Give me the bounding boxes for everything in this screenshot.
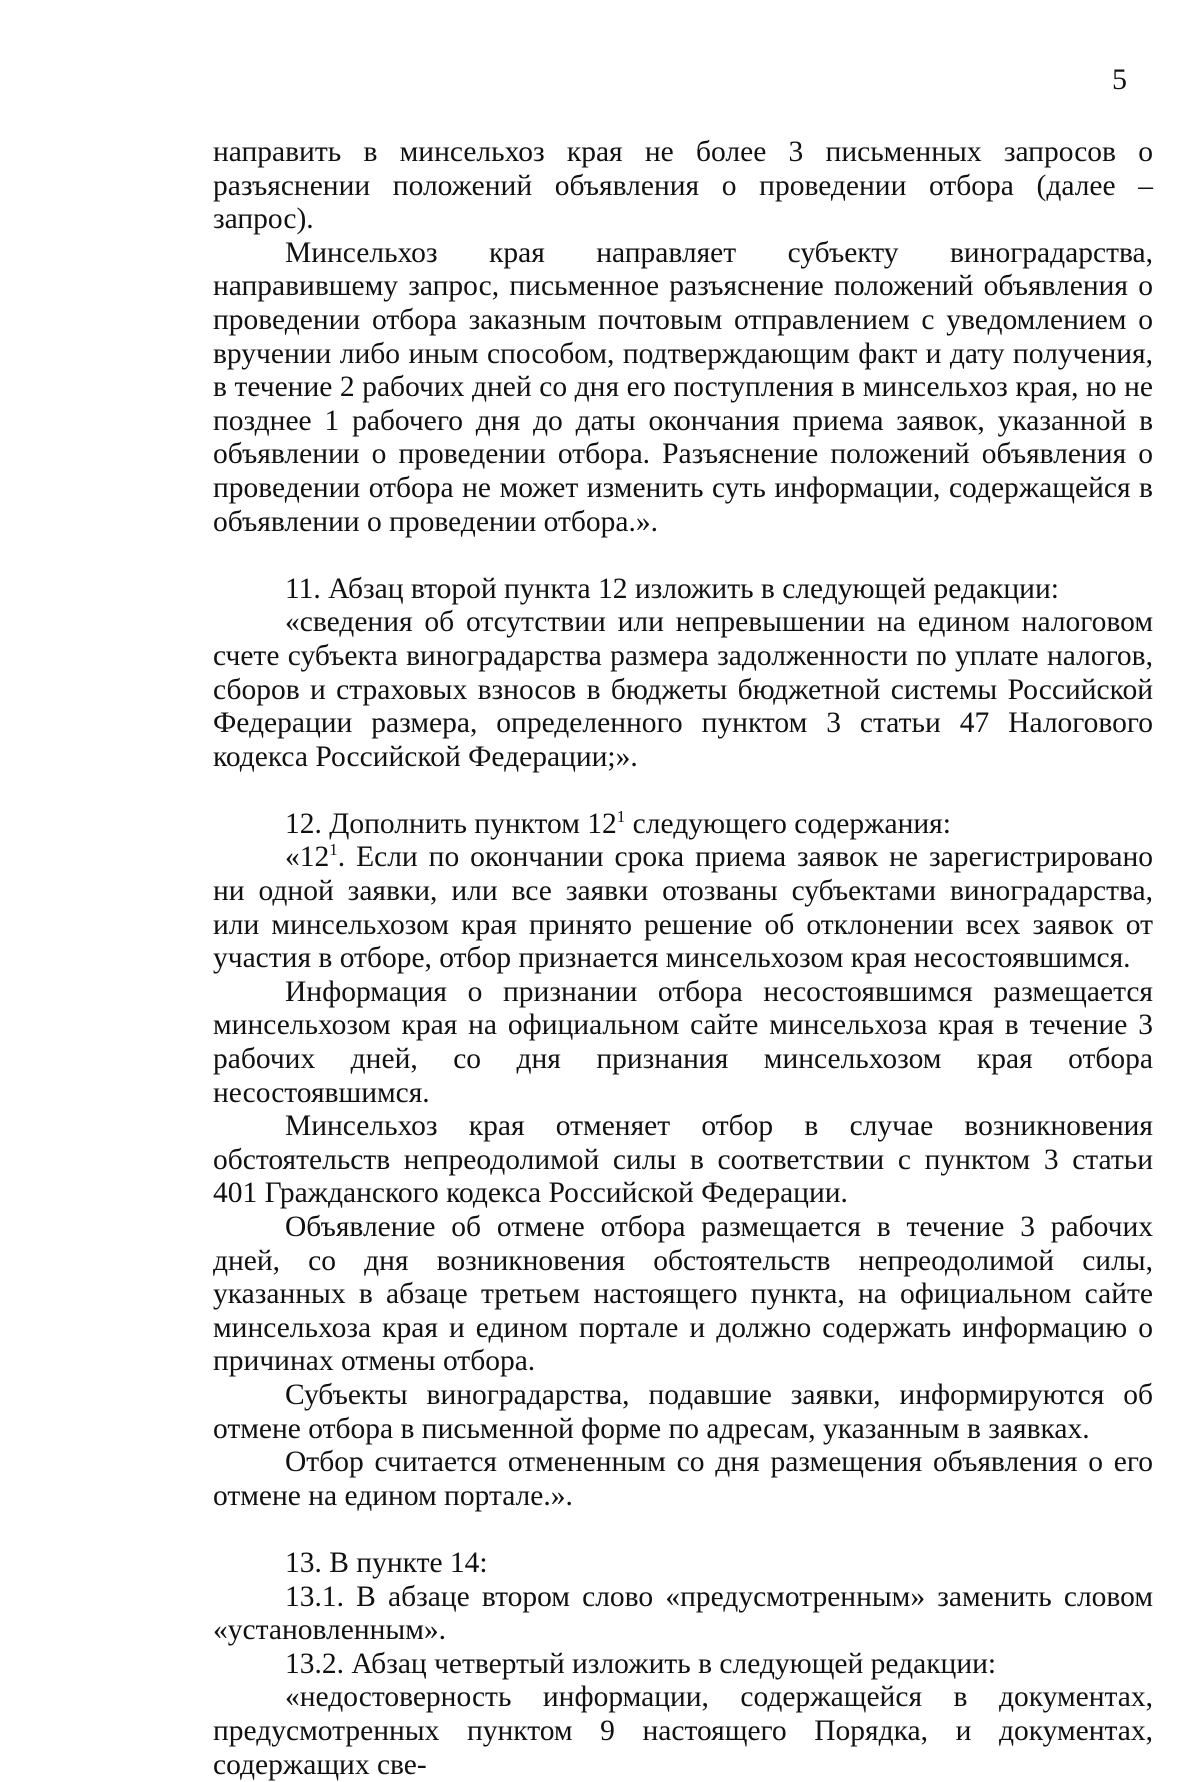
paragraph: Объявление об отмене отбора размещается в течение 3 рабочих дней, со дня возникновения обстоятельств непреодолимой силы, указанных в абзаце третьем настоящего пункта, на официальном сайте минсельхоза края и едином портале и должно содержать информацию о причинах отмены отбора. xyxy=(213,1211,1153,1378)
paragraph: 13.2. Абзац четвертый изложить в следующей редакции: xyxy=(285,1647,997,1680)
text-run: следующего содержания: xyxy=(625,807,951,840)
superscript: 1 xyxy=(616,807,626,827)
paragraph: Отбор считается отмененным со дня размещения объявления о его отмене на едином портале.». xyxy=(213,1446,1153,1512)
paragraph: Субъекты виноградарства, подавшие заявки, информируются об отмене отбора в письменной форме по адресам, указанным в заявках. xyxy=(213,1378,1153,1445)
paragraph: Минсельхоз края отменяет отбор в случае возникновения обстоятельств непреодолимой силы в соответствии с пунктом 3 статьи 401 Гражданского кодекса Российской Федерации. xyxy=(213,1110,1153,1210)
paragraph: направить в минсельхоз края не более 3 письменных запросов о разъяснении положений объявления о проведении отбора (далее – запрос). xyxy=(213,136,1153,236)
page-number: 5 xyxy=(1112,63,1127,96)
text-run: . Если по окончании срока приема заявок не зарегистрировано ни одной заявки, или все заявки отозваны субъектами виноградарства, или минсельхозом края принято решение об отклонении всех заявок от участия в отборе, отбор признается минсельхозом края несостоявшимся. xyxy=(213,841,1153,975)
amendment-heading xyxy=(213,808,1153,842)
paragraph: «сведения об отсутствии или непревышении на едином налоговом счете субъекта виноградарства размера задолженности по уплате налогов, сборов и страховых взносов в бюджеты бюджетной системы Российской Федерации размера, определенного пунктом 3 статьи 47 Налогового кодекса Российской Федерации;». xyxy=(213,606,1153,773)
paragraph: Информация о признании отбора несостоявшимся размещается минсельхозом края на официальном сайте минсельхоза края в течение 3 рабочих дней, со дня признания минсельхозом края отбора несостоявшимся. xyxy=(213,975,1153,1109)
document-body xyxy=(213,136,1153,1782)
text-run: 12. Дополнить пунктом 12 xyxy=(285,807,617,840)
paragraph: 13.1. В абзаце втором слово «предусмотренным» заменить словом «установленным». xyxy=(213,1580,1153,1647)
text-run: «12 xyxy=(285,841,330,874)
paragraph: «недостоверность информации, содержащейся в документах, предусмотренных пунктом 9 настоящего Порядка, и документах, содержащих све- xyxy=(213,1681,1153,1781)
paragraph xyxy=(213,841,1153,975)
amendment-heading: 13. В пункте 14: xyxy=(285,1546,488,1579)
paragraph: Минсельхоз края направляет субъекту виноградарства, направившему запрос, письменное разъяснение положений объявления о проведении отбора заказным почтовым отправлением с уведомлением о вручении либо иным способом, подтверждающим факт и дату получения, в течение 2 рабочих дней со дня его поступления в минсельхоз края, но не позднее 1 рабочего дня до даты окончания приема заявок, указанной в объявлении о проведении отбора. Разъяснение положений объявления о проведении отбора не может изменить суть информации, содержащейся в объявлении о проведении отбора.». xyxy=(213,236,1153,538)
amendment-heading: 11. Абзац второй пункта 12 изложить в следующей редакции: xyxy=(285,572,1059,605)
superscript: 1 xyxy=(329,840,338,860)
